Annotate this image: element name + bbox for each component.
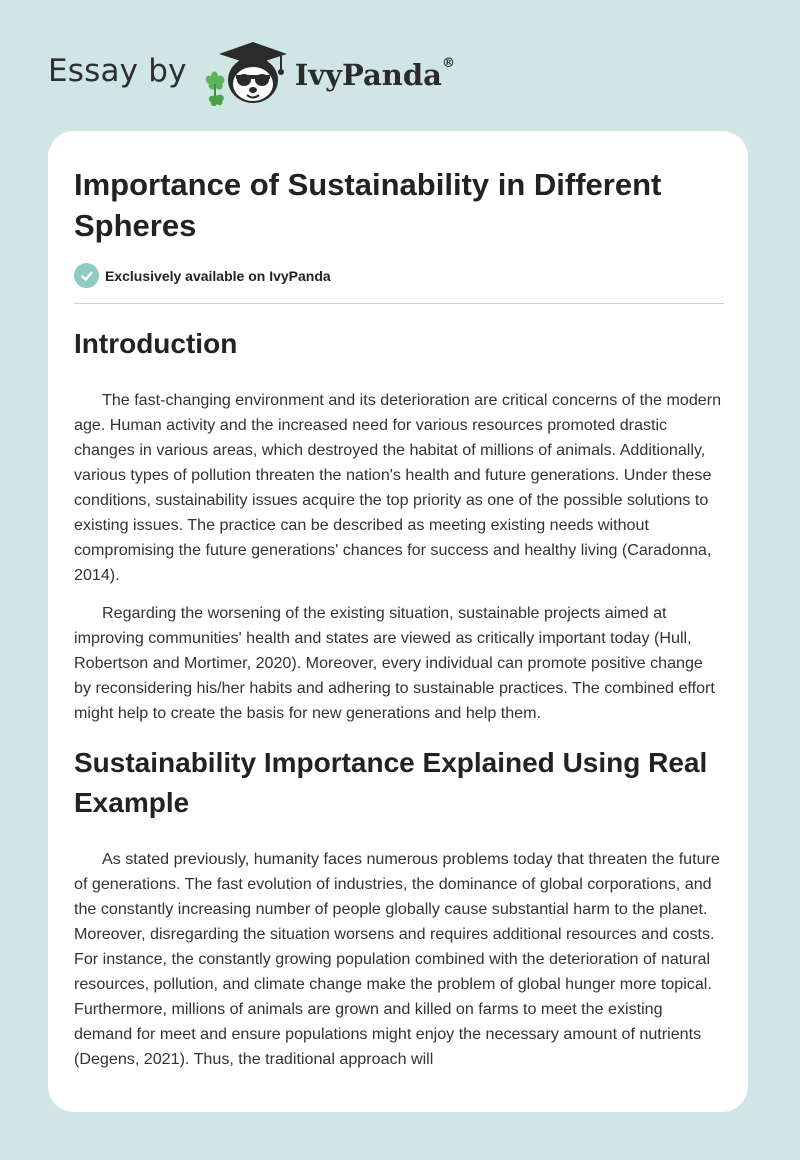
essay-card — [48, 131, 748, 1112]
section-heading: Sustainability Importance Explained Using Real Example — [74, 747, 708, 818]
brand-text: IvyPanda — [294, 58, 442, 92]
paragraph: Regarding the worsening of the existing situation, sustainable projects aimed at improving communities' health and states are viewed as critically important today (Hull, Robertson and Mortimer, 2020). Moreover, every individual can promote positive change by reconsidering his/her habits and adhering to sustainable practices. The combined effort might help to create the basis for new generations and help them. — [74, 604, 715, 722]
brand-name[interactable] — [295, 58, 455, 92]
essay-title: Importance of Sustainability in Different Spheres — [74, 167, 662, 243]
divider — [74, 303, 724, 304]
badge-text: Exclusively available on IvyPanda — [105, 267, 331, 284]
essay-by-label: Essay by — [48, 53, 187, 89]
site-header — [48, 34, 455, 110]
paragraph: The fast-changing environment and its deterioration are critical concerns of the modern age. Human activity and the increased need for various resources promoted drastic changes in various areas, which destroyed the habitat of millions of animals. Additionally, various types of pollution threaten the nation's health and future generations. Under these conditions, sustainability issues acquire the top priority as one of the possible solutions to existing issues. The practice can be described as meeting existing needs without compromising the future generations' chances for success and healthy living (Caradonna, 2014). — [74, 391, 722, 584]
check-icon — [74, 263, 99, 288]
paragraph: As stated previously, humanity faces numerous problems today that threaten the future of generations. The fast evolution of industries, the dominance of global corporations, and the constantly increasing number of people globally cause substantial harm to the planet. Moreover, disregarding the situation worsens and requires additional resources and costs. For instance, the constantly growing population combined with the deterioration of natural resources, pollution, and climate change make the problem of global hunger more topical. Furthermore, millions of animals are grown and killed on farms to meet the existing demand for meet and ensure populations might enjoy the necessary amount of nutrients (Degens, 2021). Thus, the traditional approach will — [74, 850, 720, 1068]
exclusive-badge — [74, 263, 331, 288]
registered-mark: ® — [441, 56, 455, 71]
section-heading: Introduction — [74, 328, 238, 359]
ivypanda-logo-icon[interactable] — [201, 34, 297, 110]
